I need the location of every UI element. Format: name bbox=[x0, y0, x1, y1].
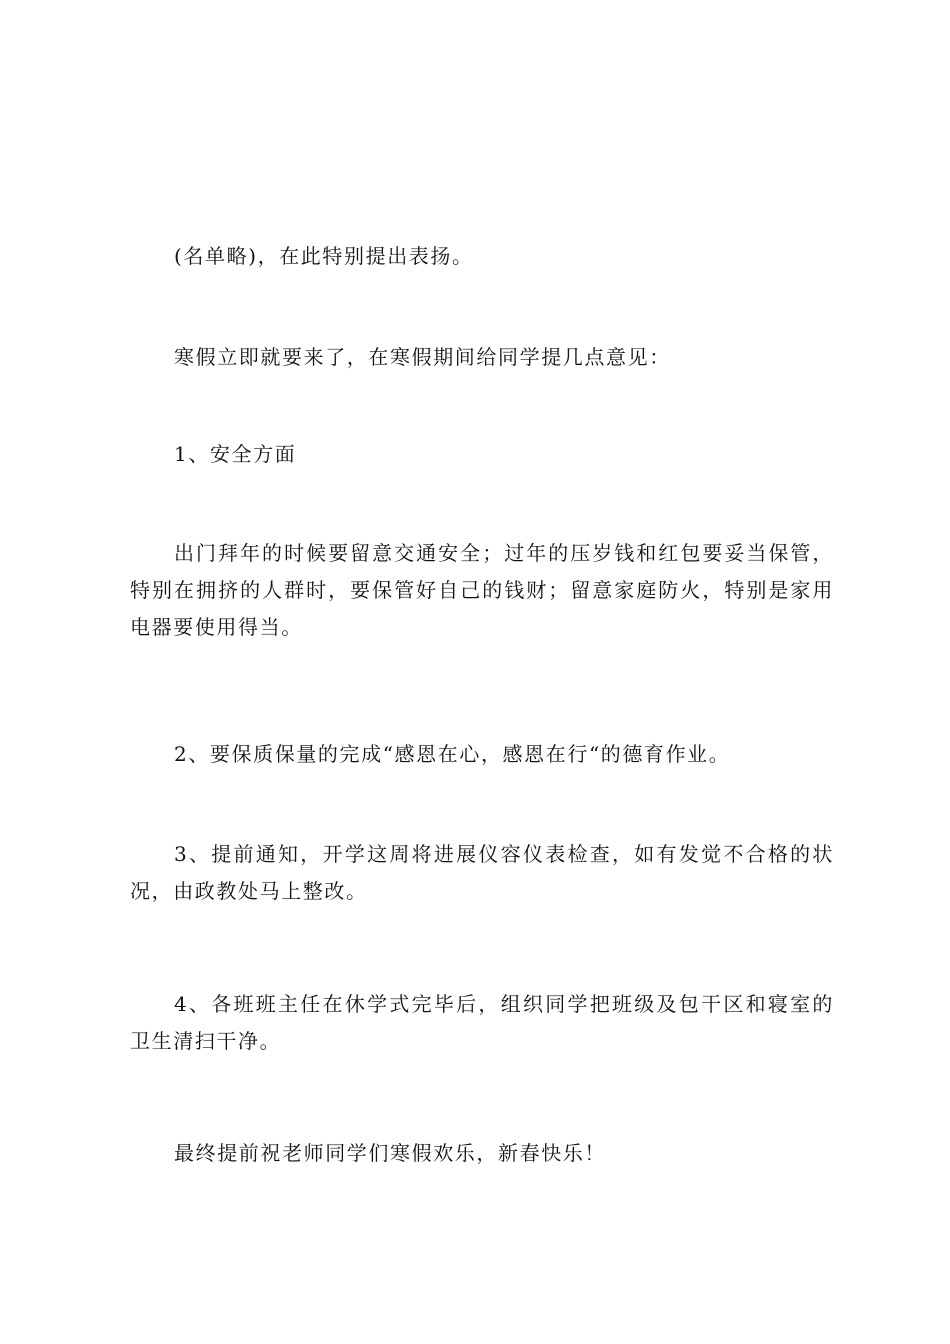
paragraph-winter-break-intro: 寒假立即就要来了，在寒假期间给同学提几点意见： bbox=[174, 345, 671, 369]
paragraph-cleaning: 4、各班班主任在休学式完毕后，组织同学把班级及包干区和寝室的卫生清扫干净。 bbox=[130, 992, 834, 1053]
paragraph-closing-wishes: 最终提前祝老师同学们寒假欢乐，新春快乐！ bbox=[174, 1141, 606, 1165]
paragraph-safety-heading: 1、安全方面 bbox=[174, 442, 297, 466]
paragraph-moral-homework: 2、要保质保量的完成“感恩在心，感恩在行“的德育作业。 bbox=[174, 742, 731, 766]
paragraph-safety-details: 出门拜年的时候要留意交通安全；过年的压岁钱和红包要妥当保管，特别在拥挤的人群时，要保管好自己的钱财；留意家庭防火，特别是家用电器要使用得当。 bbox=[130, 541, 834, 639]
paragraph-commendation: (名单略)，在此特别提出表扬。 bbox=[174, 244, 474, 268]
paragraph-appearance-check: 3、提前通知，开学这周将进展仪容仪表检查，如有发觉不合格的状况，由政教处马上整改。 bbox=[130, 842, 834, 903]
